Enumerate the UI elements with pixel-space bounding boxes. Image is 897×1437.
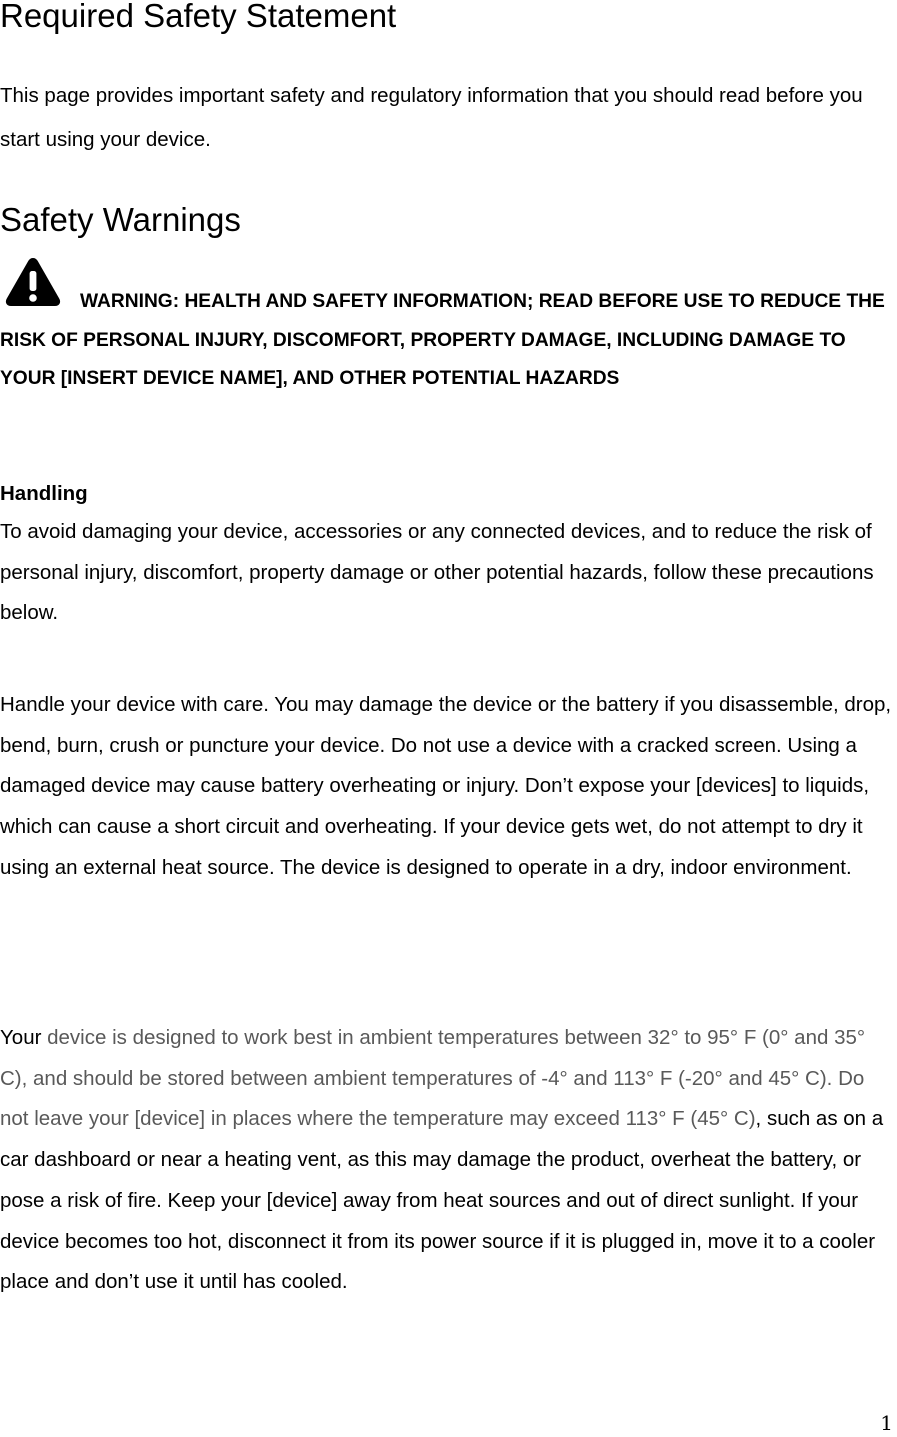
temperature-text-end: , such as on a car dashboard or near a heating vent, as this may damage the product, overheat the battery, or pose a risk of fire. Keep your [device] away from heat sources and out of direct sunlight. If your device becomes too hot, disconnect it from its power source if it is plugged in, move it to a cooler place and don’t use it until has cooled.	[0, 1107, 884, 1294]
temperature-text-start: Your	[0, 1026, 42, 1049]
handling-paragraph-2: Handle your device with care. You may damage the device or the battery if you disassemble, drop, bend, burn, crush or puncture your device. Do not use a device with a cracked screen. Using a damaged device may cause battery overheating or injury. Don’t expose your [devices] to liquids, which can cause a short circuit and overheating. If your device gets wet, do not attempt to dry it using an external heat source. The device is designed to operate in a dry, indoor environment.	[0, 693, 892, 879]
handling-heading: Handling	[0, 482, 88, 505]
temperature-text-grey: device is designed to work best in ambient temperatures between 32° to 95° F (0° and 35° C), and should be stored between ambient temperatures of -4° and 113° F (-20° and 45° C). Do not leave your [device] in places where the temperature may exceed 113° F (45° C)	[0, 1026, 866, 1131]
page-number: 1	[880, 1411, 893, 1435]
section-title: Safety Warnings	[0, 201, 241, 238]
intro-paragraph: This page provides important safety and regulatory information that you should read before you start using your device.	[0, 84, 863, 151]
page-title: Required Safety Statement	[0, 0, 397, 34]
handling-paragraph-1: To avoid damaging your device, accessories or any connected devices, and to reduce the risk of personal injury, discomfort, property damage or other potential hazards, follow these precautions below.	[0, 520, 874, 625]
warning-text	[0, 283, 897, 399]
warning-text-content: WARNING: HEALTH AND SAFETY INFORMATION; READ BEFORE USE TO REDUCE THE RISK OF PERSONAL INJURY, DISCOMFORT, PROPERTY DAMAGE, INCLUDING DAMAGE TO YOUR [INSERT DEVICE NAME], AND OTHER POTENTIAL HAZARDS	[0, 291, 885, 389]
temperature-paragraph	[0, 1018, 897, 1303]
